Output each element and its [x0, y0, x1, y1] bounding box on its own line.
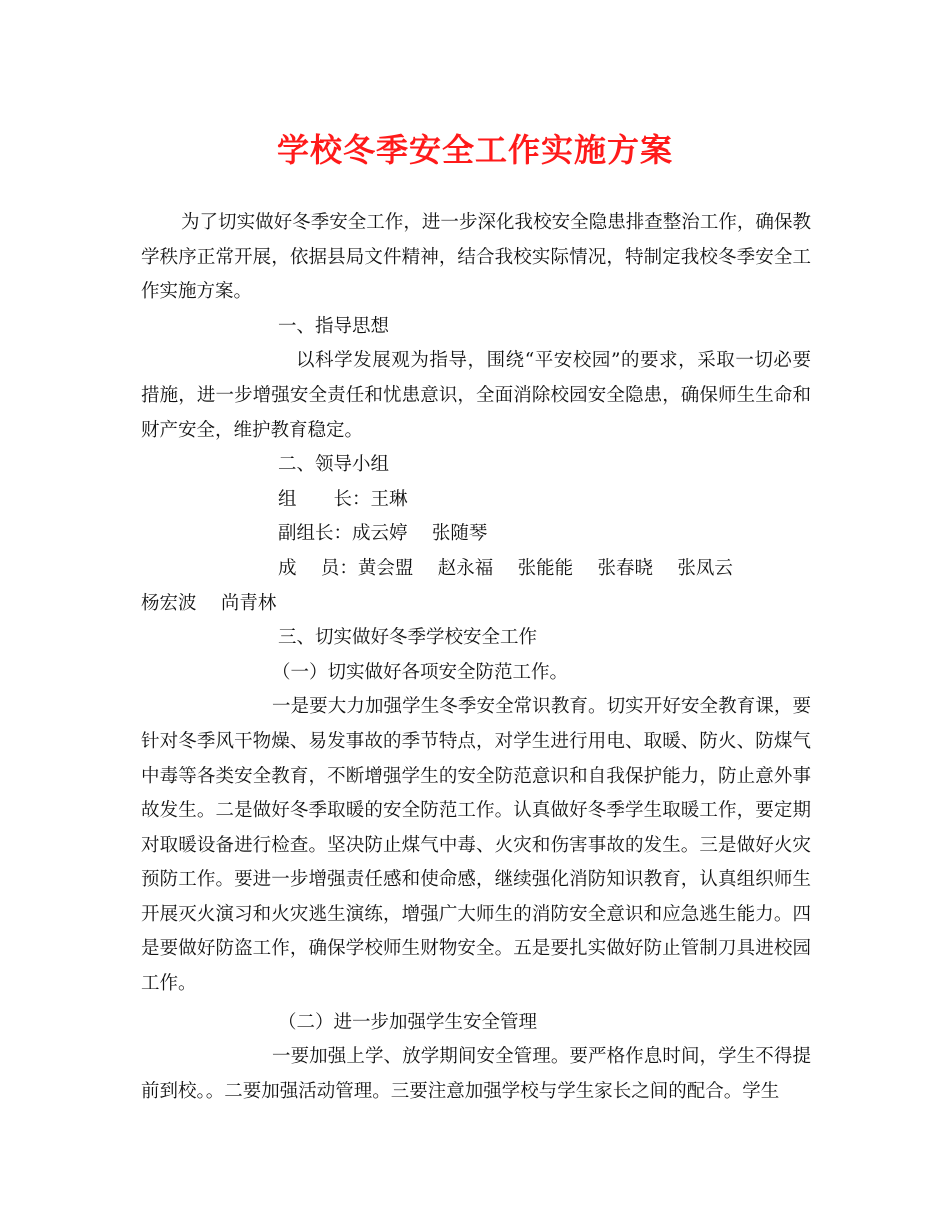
- student-management-paragraph: 一要加强上学、放学期间安全管理。要严格作息时间，学生不得提前到校。。二要加强活动管理。三要注意加强学校与学生家长之间的配合。学生: [141, 1046, 811, 1102]
- deputy-names: 成云婷 张随琴: [352, 523, 488, 545]
- guiding-ideology-paragraph: 以科学发展观为指导，围绕“平安校园”的要求，采取一切必要措施，进一步增强安全责任和忧患意识，全面消除校园安全隐患，确保师生生命和财产安全，维护教育稳定。: [141, 350, 811, 441]
- deputy-leader-line: [141, 517, 811, 552]
- leader-label: 组 长：: [278, 488, 371, 510]
- section-heading-leadership-group: 二、领导小组: [278, 454, 390, 476]
- members-continuation-line: 杨宏波 尚青林: [141, 592, 277, 614]
- document-title: 学校冬季安全工作实施方案: [276, 131, 673, 169]
- prevention-paragraph: 一是要大力加强学生冬季安全常识教育。切实开好安全教育课，要针对冬季风干物燥、易发事故的季节特点，对学生进行用电、取暖、防火、防煤气中毒等各类安全教育，不断增强学生的安全防范意识和自我保护能力，防止意外事故发生。二是做好冬季取暖的安全防范工作。认真做好冬季学生取暖工作，要定期对取暖设备进行检查。坚决防止煤气中毒、火灾和伤害事故的发生。三是做好火灾预防工作。要进一步增强责任感和使命感，继续强化消防知识教育，认真组织师生开展灭火演习和火灾逃生演练，增强广大师生的消防安全意识和应急逃生能力。四是要做好防盗工作，确保学校师生财物安全。五是要扎实做好防止管制刀具进校园工作。: [141, 696, 811, 995]
- subsection-heading-student-management: （二）进一步加强学生安全管理: [278, 1011, 538, 1033]
- members-names-line1: 黄会盟 赵永福 张能能 张春晓 张凤云: [357, 557, 733, 579]
- subsection-heading-prevention: （一）切实做好各项安全防范工作。: [272, 661, 569, 683]
- document-body: [141, 206, 811, 1109]
- members-label: 成 员：: [278, 557, 358, 579]
- section-heading-winter-safety-work: 三、切实做好冬季学校安全工作: [278, 627, 538, 649]
- leader-names: 王琳: [370, 488, 408, 510]
- members-line: [141, 552, 811, 587]
- deputy-label: 副组长：: [278, 523, 353, 545]
- intro-paragraph: 为了切实做好冬季安全工作，进一步深化我校安全隐患排查整治工作，确保教学秩序正常开展，依据县局文件精神，结合我校实际情况，特制定我校冬季安全工作实施方案。: [141, 212, 811, 303]
- section-heading-guiding-ideology: 一、指导思想: [278, 315, 390, 337]
- leader-line: [141, 483, 811, 518]
